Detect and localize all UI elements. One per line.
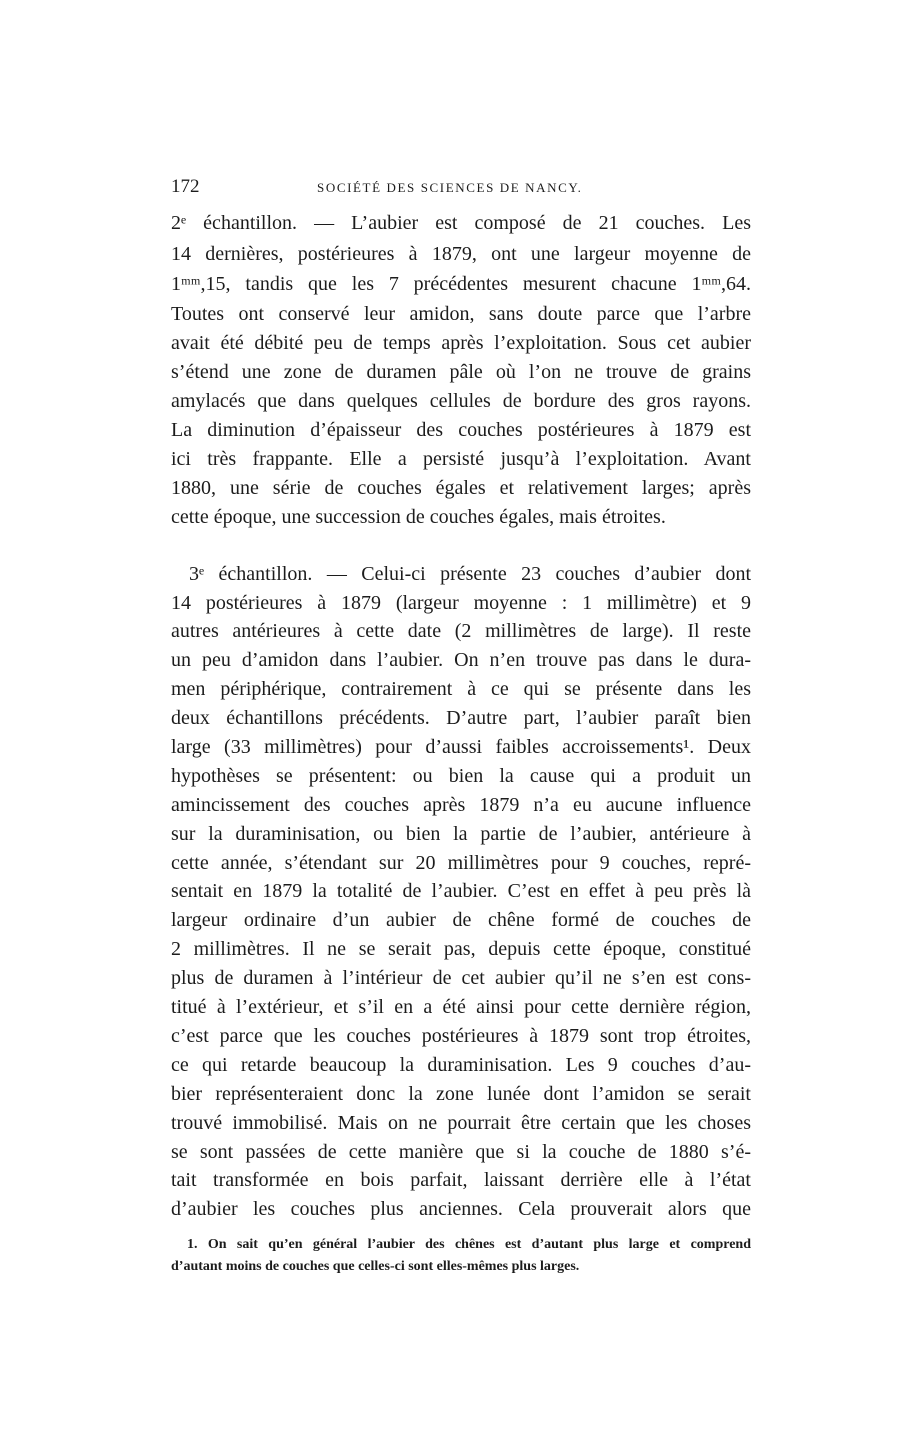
text-line: ici très frappante. Elle a persisté jusqu’à l’exploitation. Avant bbox=[171, 448, 751, 470]
text-line: bier représenteraient donc la zone lunée dont l’amidon se serait bbox=[171, 1083, 751, 1105]
text-line: avait été débité peu de temps après l’exploitation. Sous cet aubier bbox=[171, 332, 751, 354]
text-line: sur la duraminisation, ou bien la partie de l’aubier, antérieure à bbox=[171, 823, 751, 845]
text-line: La diminution d’épaisseur des couches postérieures à 1879 est bbox=[171, 419, 751, 441]
footnote-line: d’autant moins de couches que celles-ci sont elles-mêmes plus larges. bbox=[171, 1259, 580, 1274]
text-line: 14 postérieures à 1879 (largeur moyenne : 1 millimètre) et 9 bbox=[171, 592, 751, 614]
text-line: cette époque, une succession de couches égales, mais étroites. bbox=[171, 506, 666, 528]
text-line: tait transformée en bois parfait, laissant derrière elle à l’état bbox=[171, 1169, 751, 1191]
text-line: autres antérieures à cette date (2 millimètres de large). Il reste bbox=[171, 620, 751, 642]
text-line: titué à l’extérieur, et s’il en a été ainsi pour cette dernière région, bbox=[171, 996, 751, 1018]
text-line: 1ᵐᵐ,15, tandis que les 7 précédentes mesurent chacune 1ᵐᵐ,64. bbox=[171, 273, 751, 295]
page-header bbox=[171, 176, 751, 200]
text-line: plus de duramen à l’intérieur de cet aubier qu’il ne s’en est cons- bbox=[171, 967, 751, 989]
text-line: cette année, s’étendant sur 20 millimètres pour 9 couches, repré- bbox=[171, 852, 751, 874]
text-line: hypothèses se présentent: ou bien la cause qui a produit un bbox=[171, 765, 751, 787]
text-line: s’étend une zone de duramen pâle où l’on ne trouve de grains bbox=[171, 361, 751, 383]
text-line: Toutes ont conservé leur amidon, sans doute parce que l’arbre bbox=[171, 303, 751, 325]
text-line: 3ᵉ échantillon. — Celui-ci présente 23 couches d’aubier dont bbox=[189, 563, 751, 585]
page-number: 172 bbox=[171, 176, 200, 197]
text-line: 14 dernières, postérieures à 1879, ont une largeur moyenne de bbox=[171, 243, 751, 265]
running-title: SOCIÉTÉ DES SCIENCES DE NANCY. bbox=[317, 180, 583, 195]
text-line: d’aubier les couches plus anciennes. Cela prouverait alors que bbox=[171, 1198, 751, 1220]
text-line: deux échantillons précédents. D’autre part, l’aubier paraît bien bbox=[171, 707, 751, 729]
text-line: ce qui retarde beaucoup la duraminisation. Les 9 couches d’au- bbox=[171, 1054, 751, 1076]
text-line: 2ᵉ échantillon. — L’aubier est composé de 21 couches. Les bbox=[171, 212, 751, 234]
text-line: amylacés que dans quelques cellules de bordure des gros rayons. bbox=[171, 390, 751, 412]
text-line: sentait en 1879 la totalité de l’aubier. C’est en effet à peu près là bbox=[171, 880, 751, 902]
text-line: trouvé immobilisé. Mais on ne pourrait être certain que les choses bbox=[171, 1112, 751, 1134]
text-line: c’est parce que les couches postérieures à 1879 sont trop étroites, bbox=[171, 1025, 751, 1047]
text-line: large (33 millimètres) pour d’aussi faibles accroissements¹. Deux bbox=[171, 736, 751, 758]
footnote-line: 1. On sait qu’en général l’aubier des chênes est d’autant plus large et comprend bbox=[187, 1237, 751, 1252]
text-line: men périphérique, contrairement à ce qui se présente dans les bbox=[171, 678, 751, 700]
text-line: largeur ordinaire d’un aubier de chêne formé de couches de bbox=[171, 909, 751, 931]
text-line: un peu d’amidon dans l’aubier. On n’en trouve pas dans le dura- bbox=[171, 649, 751, 671]
text-line: 1880, une série de couches égales et relativement larges; après bbox=[171, 477, 751, 499]
text-line: se sont passées de cette manière que si la couche de 1880 s’é- bbox=[171, 1141, 751, 1163]
text-line: amincissement des couches après 1879 n’a eu aucune influence bbox=[171, 794, 751, 816]
text-line: 2 millimètres. Il ne se serait pas, depuis cette époque, constitué bbox=[171, 938, 751, 960]
